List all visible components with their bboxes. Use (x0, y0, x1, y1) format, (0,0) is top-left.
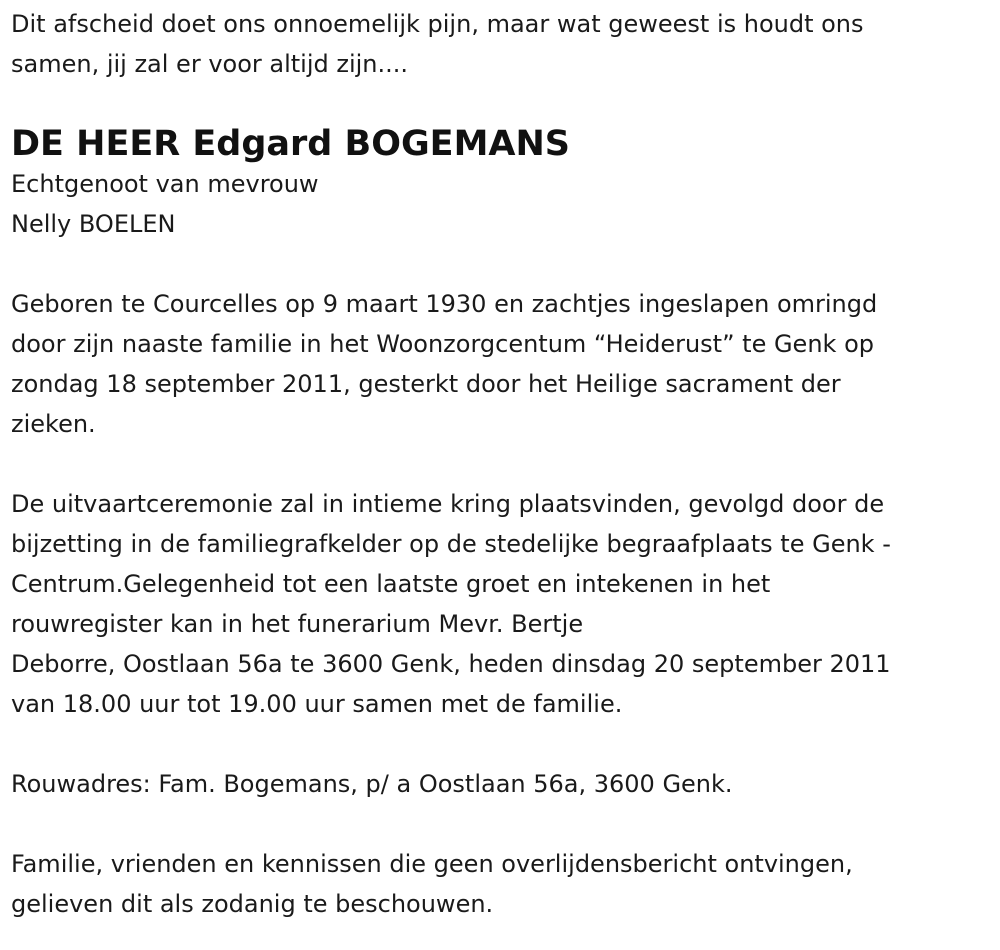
spouse-line: Echtgenoot van mevrouw (11, 170, 319, 198)
paragraph-line: rouwregister kan in het funerarium Mevr. Bertje (11, 610, 584, 638)
paragraph-line: zieken. (11, 410, 96, 438)
paragraph-line: van 18.00 uur tot 19.00 uur samen met de familie. (11, 690, 623, 718)
paragraph-line: Deborre, Oostlaan 56a te 3600 Genk, heden dinsdag 20 september 2011 (11, 650, 891, 678)
spouse-text (11, 164, 1000, 244)
deceased-name: DE HEER Edgard BOGEMANS (11, 124, 571, 164)
paragraph-line: bijzetting in de familiegrafkelder op de stedelijke begraafplaats te Genk - (11, 530, 891, 558)
closing-paragraph (11, 844, 1000, 924)
birth-death-paragraph (11, 284, 1000, 444)
ceremony-paragraph (11, 484, 1000, 724)
paragraph-line: door zijn naaste familie in het Woonzorgcentum “Heiderust” te Genk op (11, 330, 874, 358)
paragraph-line: Geboren te Courcelles op 9 maart 1930 en zachtjes ingeslapen omringd (11, 290, 878, 318)
intro-line: samen, jij zal er voor altijd zijn.... (11, 50, 409, 78)
paragraph-line: gelieven dit als zodanig te beschouwen. (11, 890, 494, 918)
paragraph-line: Rouwadres: Fam. Bogemans, p/ a Oostlaan 56a, 3600 Genk. (11, 770, 733, 798)
paragraph-line: Centrum.Gelegenheid tot een laatste groet en intekenen in het (11, 570, 771, 598)
paragraph-line: Familie, vrienden en kennissen die geen overlijdensbericht ontvingen, (11, 850, 853, 878)
intro-text (11, 4, 1000, 84)
address-paragraph (11, 764, 1000, 804)
paragraph-line: zondag 18 september 2011, gesterkt door het Heilige sacrament der (11, 370, 841, 398)
paragraph-line: De uitvaartceremonie zal in intieme kring plaatsvinden, gevolgd door de (11, 490, 885, 518)
spouse-line: Nelly BOELEN (11, 210, 176, 238)
intro-line: Dit afscheid doet ons onnoemelijk pijn, maar wat geweest is houdt ons (11, 10, 864, 38)
